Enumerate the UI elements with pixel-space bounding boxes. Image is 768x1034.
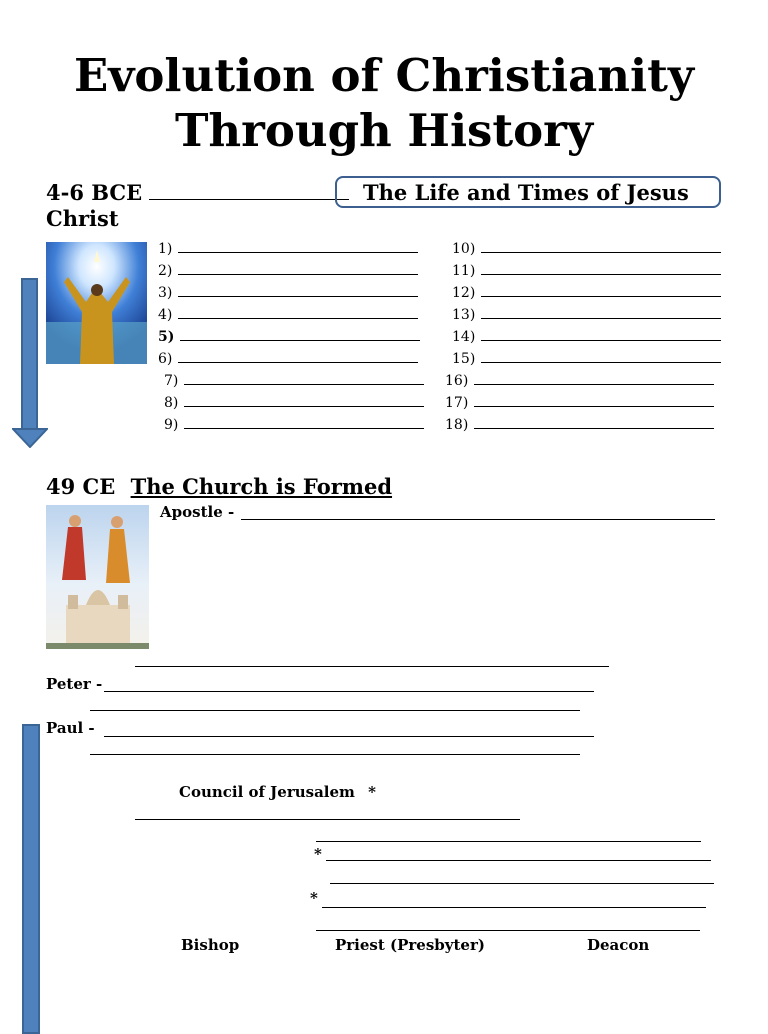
list-item: 6): [158, 348, 424, 370]
list-item: 3): [158, 282, 424, 304]
council-label: Council of Jerusalem: [179, 783, 355, 801]
list-item: 1): [158, 238, 424, 260]
list-item: 8): [158, 392, 424, 414]
section1-heading: The Life and Times of Jesus: [363, 180, 689, 205]
council-blank-6[interactable]: [316, 930, 700, 931]
list-item: 4): [158, 304, 424, 326]
star-1: *: [314, 845, 322, 863]
list-item: 16): [445, 370, 721, 392]
section1-heading-cont: Christ: [46, 206, 119, 231]
peter-blank[interactable]: [104, 691, 594, 692]
paul-label: Paul -: [46, 719, 95, 737]
apostle-blank[interactable]: [241, 519, 715, 520]
list-item: 13): [452, 304, 721, 326]
page-title: [0, 48, 768, 158]
list-item: 5): [158, 326, 424, 348]
section1-date-blank[interactable]: [149, 185, 349, 200]
list-item: 17): [445, 392, 721, 414]
list-item: 14): [452, 326, 721, 348]
down-arrow-icon: [12, 428, 48, 452]
jesus-image: [46, 242, 147, 364]
section1-date: [46, 180, 349, 205]
peter-label: Peter -: [46, 675, 103, 693]
apostles-church-image: [46, 505, 149, 649]
timeline-arrow-shaft-2: [22, 724, 40, 1034]
section1-date-text: 4-6 BCE: [46, 180, 143, 205]
council-star: *: [368, 783, 377, 801]
list-item: 10): [452, 238, 721, 260]
peter-blank-2[interactable]: [90, 710, 580, 711]
council-blank-3[interactable]: [326, 860, 711, 861]
list-item: 15): [452, 348, 721, 370]
list-item: 18): [445, 414, 721, 436]
numbered-list-left: [158, 238, 424, 436]
role-bishop: Bishop: [181, 936, 240, 954]
section2-header: [46, 474, 392, 499]
council-blank-2[interactable]: [316, 841, 701, 842]
list-item: 7): [158, 370, 424, 392]
section2-date: 49 CE: [46, 474, 116, 499]
paul-blank[interactable]: [104, 736, 594, 737]
timeline-arrow-shaft: [21, 278, 38, 430]
list-item: 9): [158, 414, 424, 436]
list-item: 11): [452, 260, 721, 282]
list-item: 12): [452, 282, 721, 304]
section1-heading-box: [335, 176, 721, 208]
title-line-1: Evolution of Christianity: [73, 49, 695, 102]
council-label-row: [179, 783, 376, 801]
council-blank[interactable]: [135, 819, 520, 820]
apostle-blank-2[interactable]: [135, 666, 609, 667]
paul-blank-2[interactable]: [90, 754, 580, 755]
apostle-row: [160, 503, 234, 521]
section2-heading: The Church is Formed: [130, 474, 393, 499]
list-item: 2): [158, 260, 424, 282]
role-deacon: Deacon: [587, 936, 650, 954]
role-priest: Priest (Presbyter): [335, 936, 485, 954]
council-blank-5[interactable]: [322, 907, 706, 908]
title-line-2: Through History: [174, 104, 594, 157]
numbered-list-right: [445, 238, 721, 436]
council-blank-4[interactable]: [330, 883, 714, 884]
star-2: *: [310, 889, 318, 907]
apostle-label: Apostle -: [160, 503, 235, 521]
